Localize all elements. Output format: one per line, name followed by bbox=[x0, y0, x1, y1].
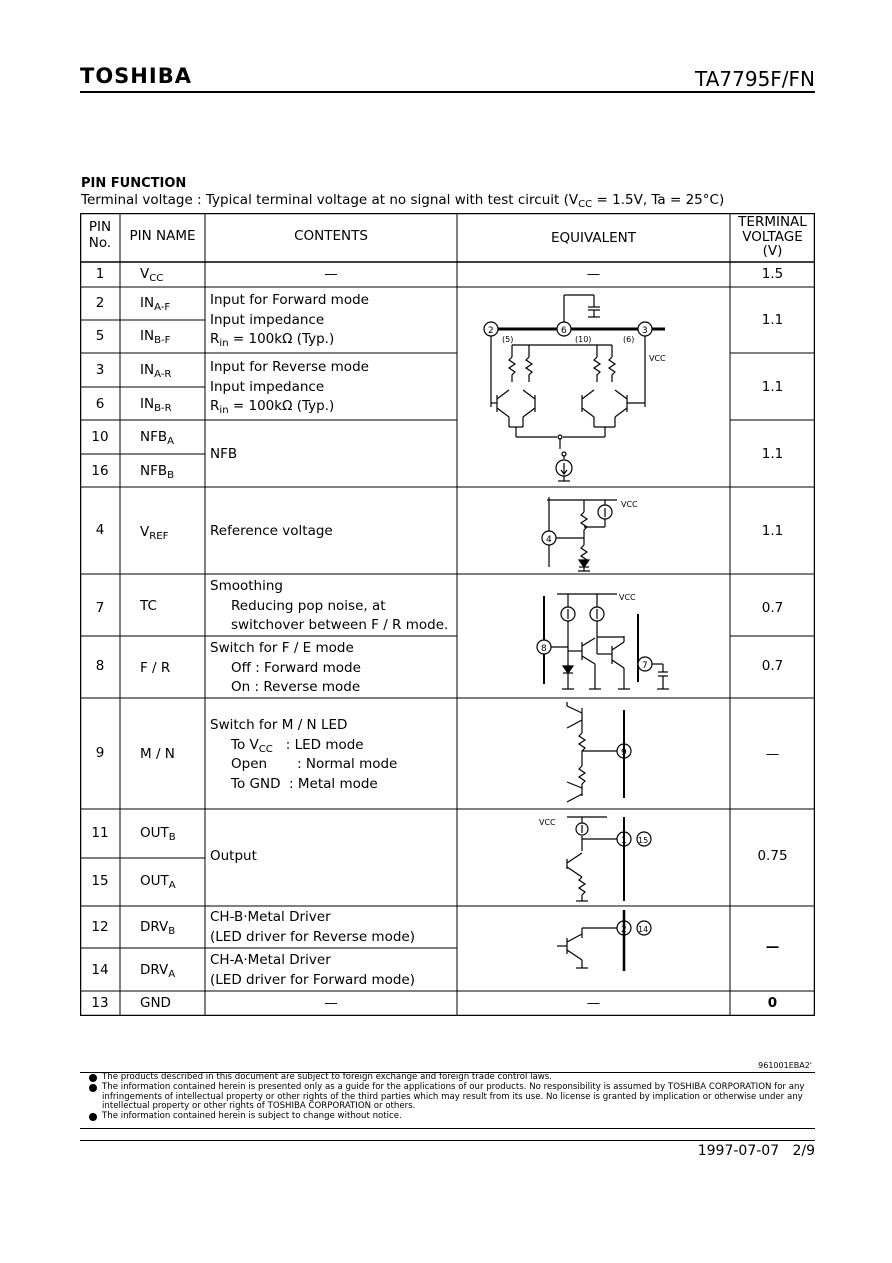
page-number: 2/9 bbox=[792, 1143, 815, 1159]
pin-number: 6 bbox=[95, 396, 105, 412]
header-pin-no: PIN No. bbox=[88, 219, 112, 251]
pin-name: GND bbox=[140, 995, 171, 1011]
vcc-label: VCC bbox=[649, 354, 666, 363]
equivalent-dash: — bbox=[586, 995, 601, 1011]
pin-name: $NFB_A$ bbox=[140, 429, 175, 447]
pin-number: 3 bbox=[95, 362, 105, 378]
section-subtitle: Terminal voltage : Typical terminal voltage at no signal with test circuit ($V_{CC} = 1.5V$, Ta = 25°C) bbox=[81, 192, 725, 210]
section-title: PIN FUNCTION bbox=[81, 176, 187, 191]
mn-circuit bbox=[457, 698, 730, 809]
pin-label: 15 bbox=[638, 836, 649, 845]
pin-name: $NFB_B$ bbox=[140, 463, 175, 481]
terminal-voltage: — bbox=[765, 939, 780, 955]
vref-circuit bbox=[457, 487, 730, 574]
pin-label: 7 bbox=[642, 661, 648, 671]
contents-input-forward: Input for Forward mode Input impedance $R_{in} = 100k\Omega$ (Typ.) bbox=[210, 292, 369, 349]
pin-number: 4 bbox=[95, 522, 105, 538]
contents-vref: Reference voltage bbox=[210, 523, 333, 539]
terminal-voltage: 0 bbox=[767, 995, 778, 1011]
pin-name: $OUT_A$ bbox=[140, 873, 176, 891]
contents-nfb: NFB bbox=[210, 446, 238, 462]
contents-fr: Switch for F / E mode Off : Forward mode On : Reverse mode bbox=[210, 640, 361, 695]
terminal-voltage: 1.5 bbox=[761, 266, 784, 282]
pin-number: 8 bbox=[95, 658, 105, 674]
pin-name: $DRV_A$ bbox=[140, 962, 176, 980]
pin-name: $IN_{B-F}$ bbox=[140, 328, 171, 346]
pin-name: $IN_{A-F}$ bbox=[140, 295, 171, 313]
header-pin-name: PIN NAME bbox=[129, 228, 196, 244]
header-contents: CONTENTS bbox=[294, 228, 368, 244]
terminal-voltage: 1.1 bbox=[761, 523, 784, 539]
pin-label: 2 bbox=[488, 326, 494, 336]
header-rule bbox=[80, 91, 815, 93]
contents-tc: Smoothing Reducing pop noise, at switchover between F / R mode. bbox=[210, 578, 449, 633]
bullet-icon bbox=[89, 1074, 97, 1082]
terminal-voltage: — bbox=[765, 746, 780, 762]
pin-label: (6) bbox=[623, 335, 635, 344]
terminal-voltage: 0.75 bbox=[757, 848, 788, 864]
tc-fr-circuit bbox=[457, 574, 730, 698]
pin-label: 8 bbox=[541, 644, 547, 654]
contents-dash: — bbox=[324, 266, 338, 282]
pin-function-table bbox=[80, 213, 815, 1016]
contents-mn: Switch for M / N LED To $V_{CC}$ : LED mode Open : Normal mode To GND : Metal mode bbox=[210, 717, 398, 792]
pin-label: (10) bbox=[575, 335, 592, 344]
footer-date: 1997-07-07 bbox=[697, 1143, 780, 1159]
header-terminal-voltage: TERMINAL VOLTAGE (V) bbox=[738, 214, 807, 259]
part-number: TA7795F/FN bbox=[695, 67, 815, 91]
contents-dash: — bbox=[324, 995, 338, 1011]
equivalent-dash: — bbox=[586, 266, 601, 282]
footer-rule bbox=[80, 1140, 815, 1141]
pin-label: 3 bbox=[642, 326, 648, 336]
output-circuit bbox=[457, 809, 730, 906]
disclaimer-code: 961001EBA2' bbox=[758, 1061, 812, 1070]
pin-label: 1 bbox=[621, 836, 627, 846]
terminal-voltage: 1.1 bbox=[761, 446, 784, 462]
pin-name: $IN_{B-R}$ bbox=[140, 396, 172, 414]
terminal-voltage: 0.7 bbox=[761, 658, 784, 674]
contents-input-reverse: Input for Reverse mode Input impedance $R_{in} = 100k\Omega$ (Typ.) bbox=[210, 359, 369, 416]
pin-name: M / N bbox=[140, 746, 175, 762]
pin-label: (5) bbox=[502, 335, 514, 344]
pin-number: 16 bbox=[91, 463, 109, 479]
pin-number: 14 bbox=[91, 962, 109, 978]
pin-number: 15 bbox=[91, 873, 109, 889]
disclaimer-item: The products described in this document are subject to foreign exchange and foreign trade control laws. bbox=[80, 1073, 815, 1083]
pin-name: $IN_{A-R}$ bbox=[140, 362, 172, 380]
terminal-voltage: 1.1 bbox=[761, 312, 784, 328]
pin-name: TC bbox=[140, 598, 157, 614]
toshiba-logo: TOSHIBA bbox=[80, 64, 192, 88]
terminal-voltage: 0.7 bbox=[761, 600, 784, 616]
pin-number: 1 bbox=[95, 266, 105, 282]
bullet-icon bbox=[89, 1113, 97, 1121]
contents-drv-b: CH-B·Metal Driver (LED driver for Reverse mode) bbox=[210, 909, 415, 945]
pin-number: 2 bbox=[95, 295, 105, 311]
terminal-voltage: 1.1 bbox=[761, 379, 784, 395]
input-stage-circuit bbox=[457, 287, 730, 487]
driver-circuit bbox=[457, 906, 730, 991]
vcc-label: VCC bbox=[619, 593, 636, 602]
pin-number: 13 bbox=[91, 995, 109, 1011]
pin-number: 10 bbox=[91, 429, 109, 445]
pin-name: $OUT_B$ bbox=[140, 825, 176, 843]
pin-name: $DRV_B$ bbox=[140, 919, 176, 937]
pin-number: 7 bbox=[95, 600, 105, 616]
pin-label: 6 bbox=[561, 326, 567, 336]
disclaimer-item: The information contained herein is presented only as a guide for the applications of our products. No responsibility is assumed by TOSHIBA CORPORATION for any infringements of intellectual property or other rights of the third parties which may result from its use. No license is granted by implication or otherwise under any intellectual property or other rights of TOSHIBA CORPORATION or others. bbox=[80, 1083, 815, 1112]
pin-label: 9 bbox=[621, 748, 627, 758]
footer bbox=[698, 1143, 815, 1159]
pin-number: 12 bbox=[91, 919, 109, 935]
pin-name: F / R bbox=[140, 660, 171, 676]
vcc-label: VCC bbox=[539, 818, 556, 827]
pin-number: 11 bbox=[91, 825, 109, 841]
contents-output: Output bbox=[210, 848, 257, 864]
pin-number: 5 bbox=[95, 328, 105, 344]
pin-name: $V_{REF}$ bbox=[140, 524, 169, 542]
pin-number: 9 bbox=[95, 745, 105, 761]
header-equivalent: EQUIVALENT bbox=[550, 230, 637, 246]
disclaimer-item: The information contained herein is subject to change without notice. bbox=[80, 1112, 815, 1122]
bullet-icon bbox=[89, 1084, 97, 1092]
disclaimer-box bbox=[80, 1072, 815, 1129]
pin-name: $V_{CC}$ bbox=[140, 266, 164, 284]
vcc-label: VCC bbox=[621, 500, 638, 509]
pin-label: 14 bbox=[638, 925, 649, 934]
contents-drv-a: CH-A·Metal Driver (LED driver for Forward mode) bbox=[210, 952, 415, 988]
pin-label: 4 bbox=[546, 535, 552, 545]
pin-label: 2 bbox=[621, 925, 627, 935]
